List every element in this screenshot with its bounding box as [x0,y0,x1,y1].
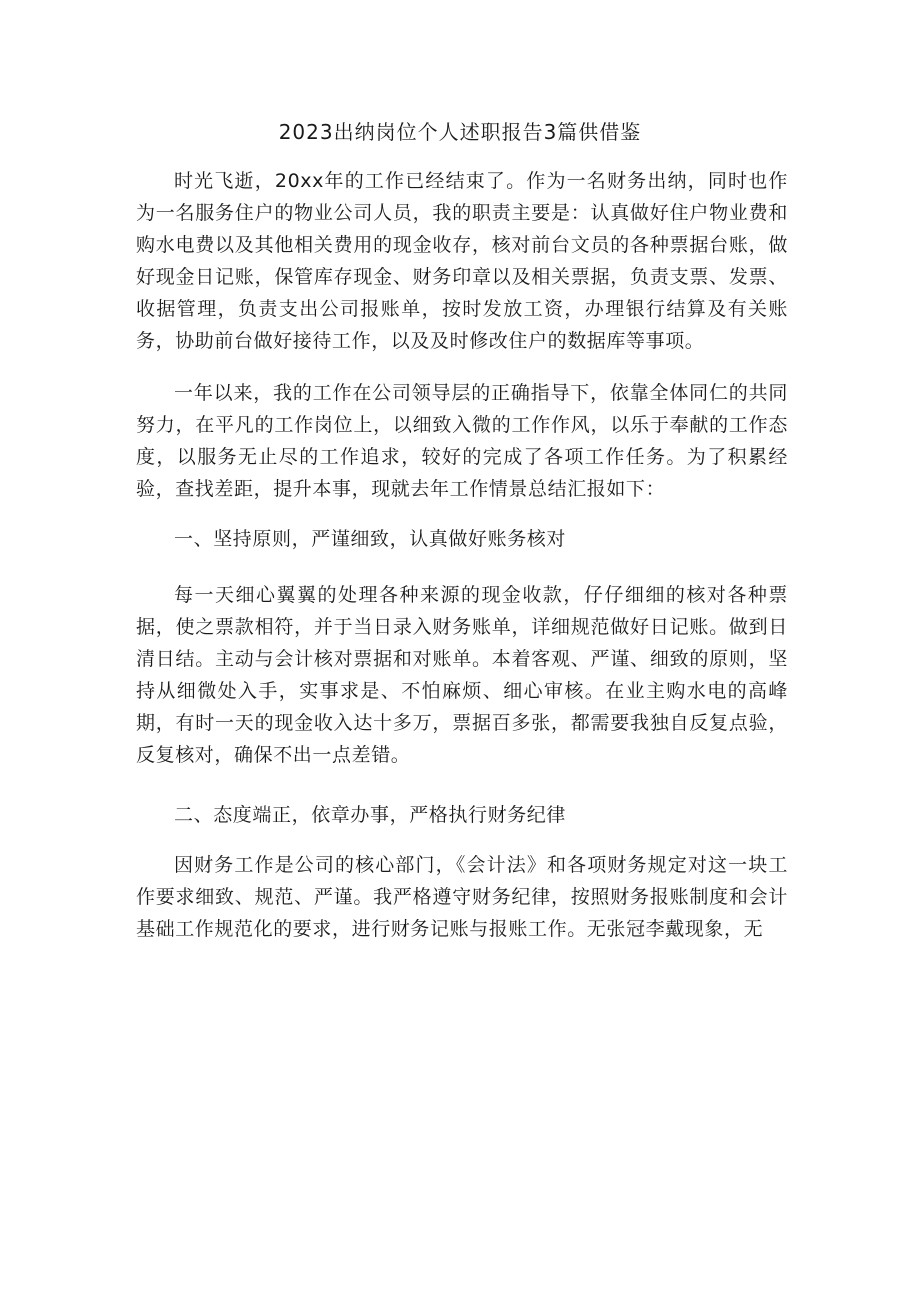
section-heading-2: 二、态度端正，依章办事，严格执行财务纪律 [174,804,567,826]
section-heading-1: 一、坚持原则，严谨细致，认真做好账务核对 [174,528,567,550]
paragraph-section-1: 每一天细心翼翼的处理各种来源的现金收款，仔仔细细的核对各种票据，使之票款相符，并于当日录入财务账单，详细规范做好日记账。做到日清日结。主动与会计核对票据和对账单。本着客观、严谨、细致的原则，坚持从细微处入手，实事求是、不怕麻烦、细心审核。在业主购水电的高峰期，有时一天的现金收入达十多万，票据百多张，都需要我独自反复点验，反复核对，确保不出一点差错。 [136,584,788,766]
document-title: 2023出纳岗位个人述职报告3篇供借鉴 [278,120,642,144]
document-body [136,165,788,945]
paragraph-section-2: 因财务工作是公司的核心部门，《会计法》和各项财务规定对这一块工作要求细致、规范、严谨。我严格遵守财务纪律，按照财务报账制度和会计基础工作规范化的要求，进行财务记账与报账工作。无张冠李戴现象，无 [136,854,788,940]
paragraph-intro: 时光飞逝，20xx年的工作已经结束了。作为一名财务出纳，同时也作为一名服务住户的物业公司人员，我的职责主要是：认真做好住户物业费和购水电费以及其他相关费用的现金收存，核对前台文员的各种票据台账，做好现金日记账，保管库存现金、财务印章以及相关票据，负责支票、发票、收据管理，负责支出公司报账单，按时发放工资，办理银行结算及有关账务，协助前台做好接待工作，以及及时修改住户的数据库等事项。 [136,170,788,352]
paragraph-summary: 一年以来，我的工作在公司领导层的正确指导下，依靠全体同仁的共同努力，在平凡的工作岗位上，以细致入微的工作作风，以乐于奉献的工作态度，以服务无止尽的工作追求，较好的完成了各项工作任务。为了积累经验，查找差距，提升本事，现就去年工作情景总结汇报如下： [136,382,788,500]
